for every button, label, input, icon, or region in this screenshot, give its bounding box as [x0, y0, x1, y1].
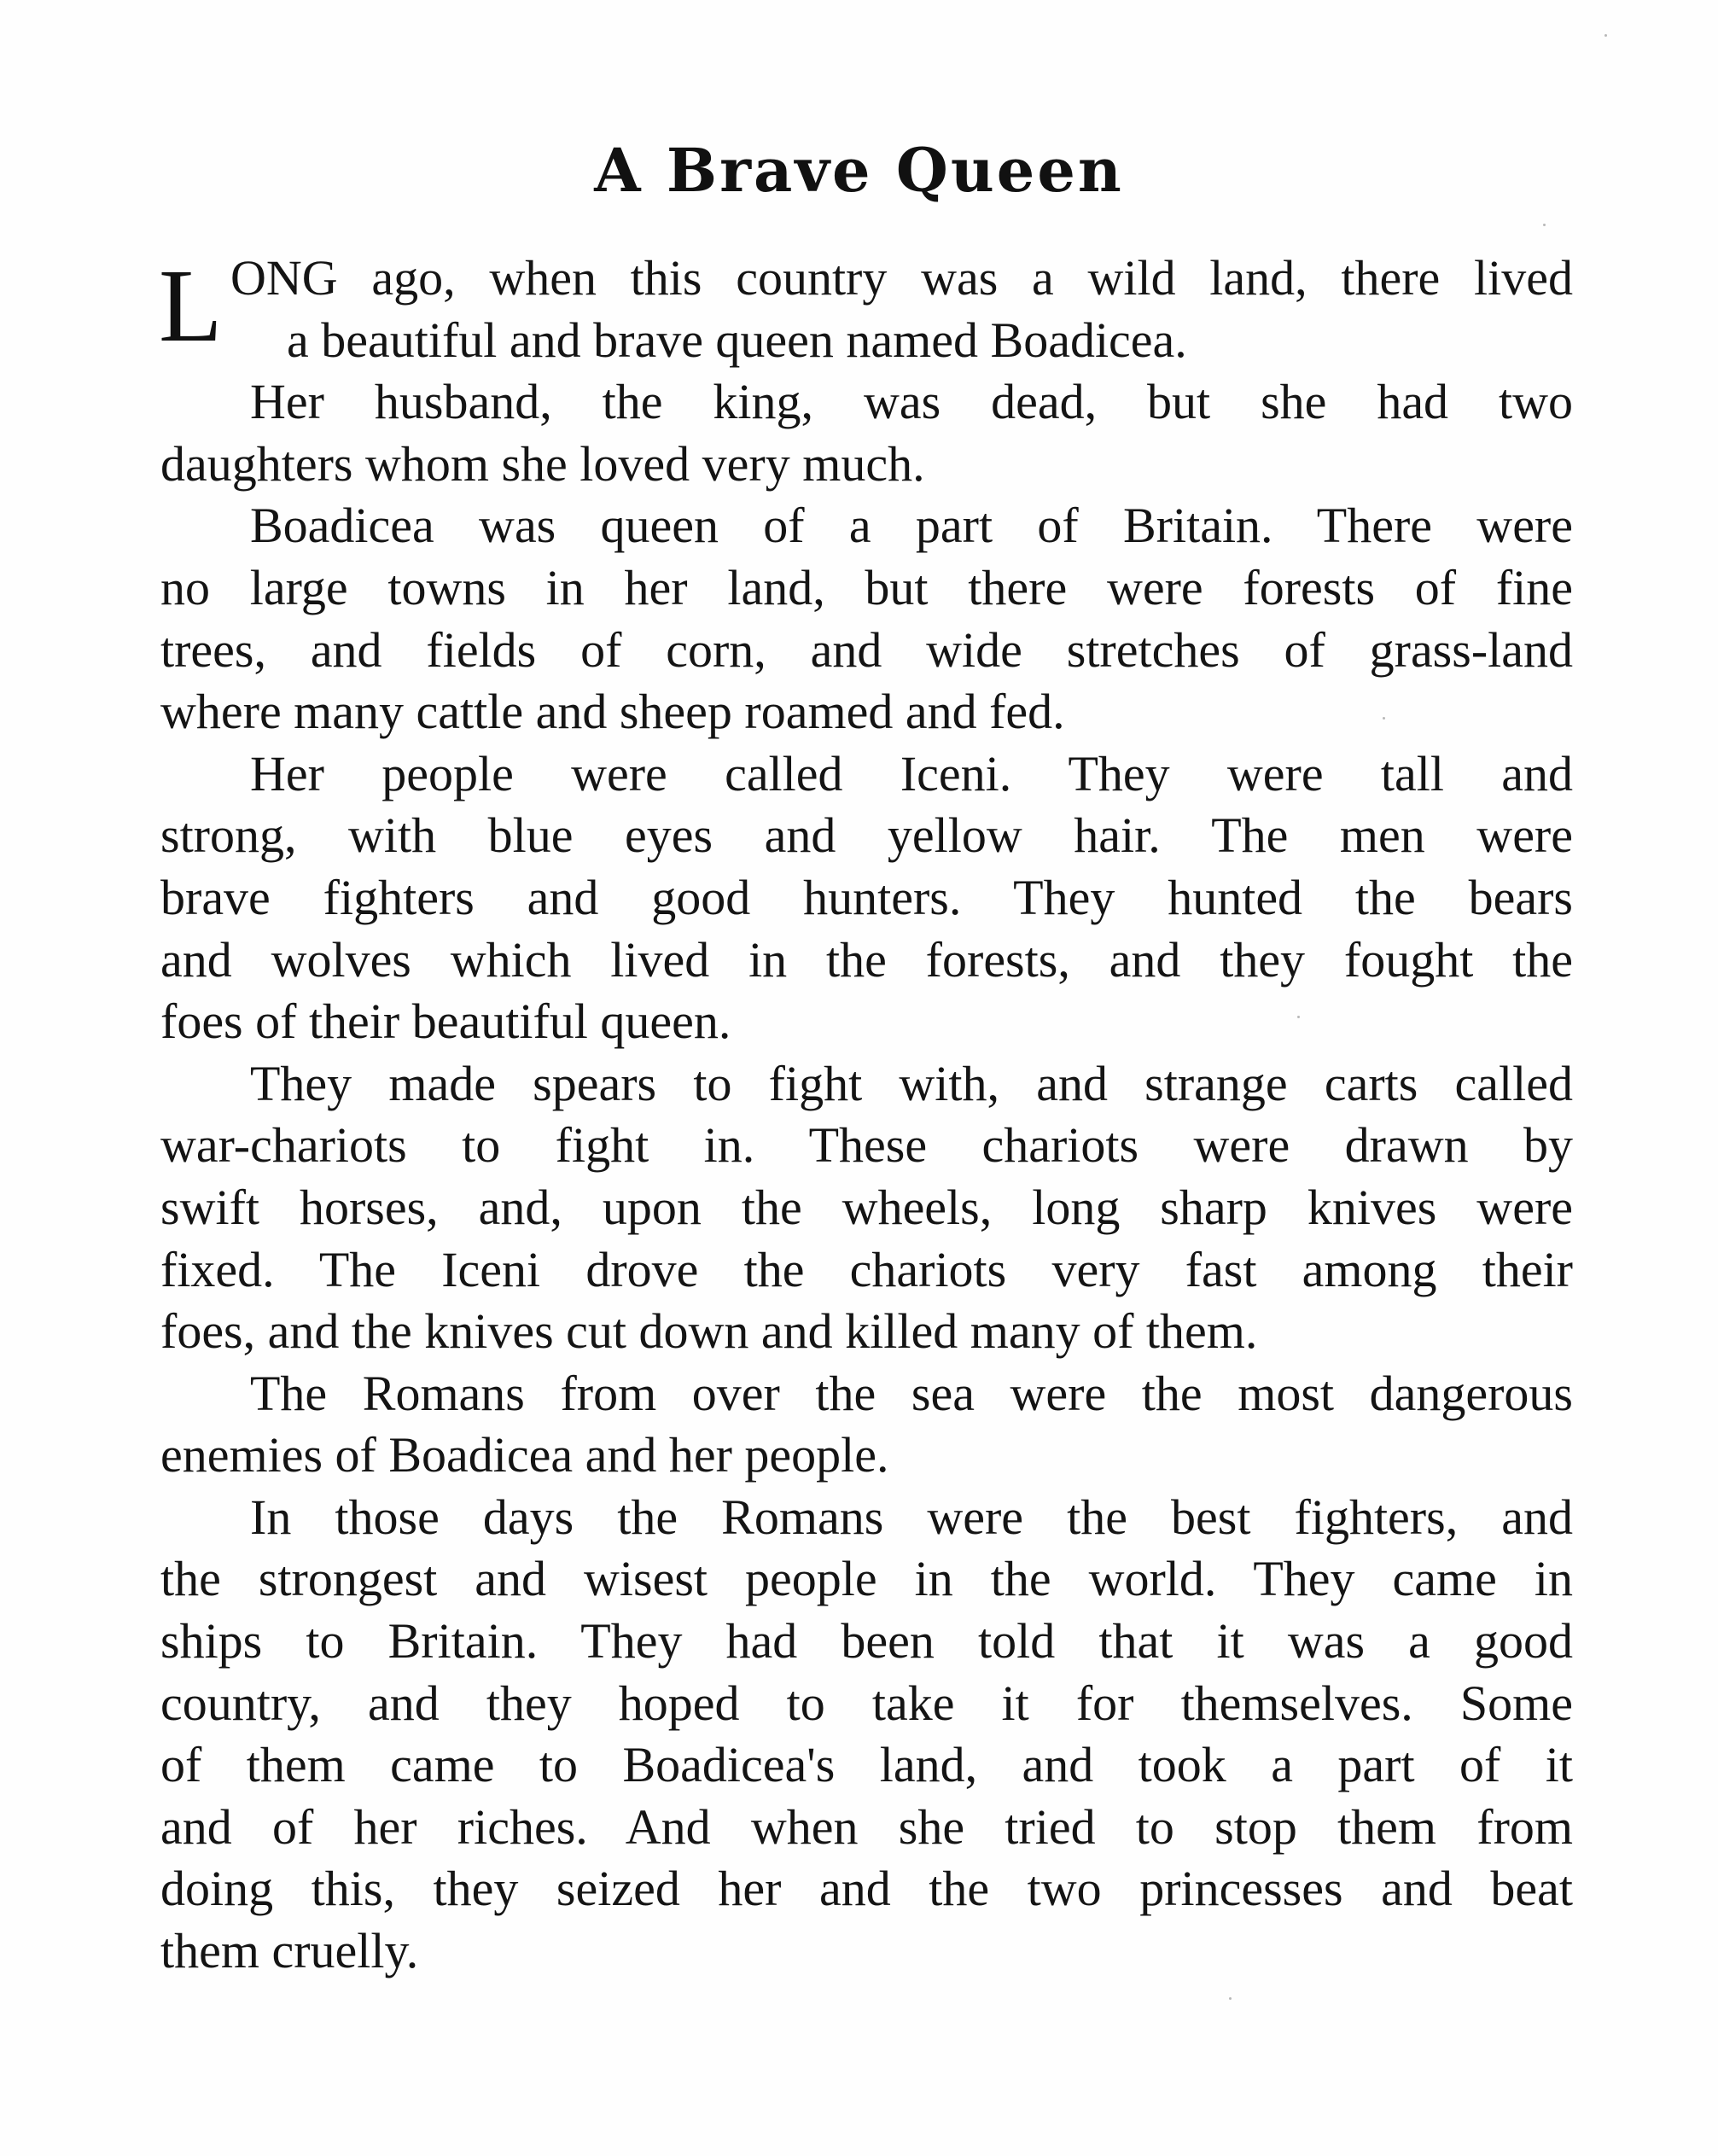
text-line: where many cattle and sheep roamed and fed.: [160, 684, 1065, 740]
text-line: of them came to Boadicea's land, and took a part of it: [160, 1737, 1573, 1793]
text-line: In those days the Romans were the best fighters, and: [250, 1489, 1573, 1545]
text-line: brave fighters and good hunters. They hunted the bears: [160, 869, 1573, 925]
text-line: and wolves which lived in the forests, and they fought the: [160, 931, 1573, 988]
page-title: A Brave Queen: [594, 135, 1124, 206]
paper-speck: [1297, 1016, 1300, 1018]
text-line: fixed. The Iceni drove the chariots very fast among their: [160, 1241, 1573, 1297]
text-line: the strongest and wisest people in the world. They came in: [160, 1551, 1573, 1607]
text-line: them cruelly.: [160, 1923, 419, 1979]
text-line: strong, with blue eyes and yellow hair. The men were: [160, 807, 1573, 864]
text-line: daughters whom she loved very much.: [160, 435, 925, 492]
text-line: doing this, they seized her and the two princesses and beat: [160, 1861, 1573, 1917]
text-line: Her husband, the king, was dead, but she had two: [250, 374, 1573, 430]
text-line: foes of their beautiful queen.: [160, 994, 731, 1050]
text-line: Boadicea was queen of a part of Britain. There were: [250, 498, 1573, 554]
paper-speck: [1383, 717, 1385, 720]
paper-speck: [1543, 224, 1546, 226]
story-text: [160, 248, 1573, 1983]
story-lines: [160, 248, 1573, 1983]
text-line: a beautiful and brave queen named Boadicea.: [287, 312, 1187, 368]
text-line: and of her riches. And when she tried to stop them from: [160, 1798, 1573, 1855]
text-line: Her people were called Iceni. They were tall and: [250, 745, 1573, 801]
text-line: enemies of Boadicea and her people.: [160, 1427, 889, 1483]
text-line: ships to Britain. They had been told that it was a good: [160, 1613, 1573, 1669]
paper-speck: [1229, 1997, 1232, 2000]
text-line: foes, and the knives cut down and killed many of them.: [160, 1303, 1258, 1360]
text-line: no large towns in her land, but there were forests of fine: [160, 559, 1573, 615]
text-line: swift horses, and, upon the wheels, long sharp knives were: [160, 1179, 1573, 1235]
text-line: country, and they hoped to take it for themselves. Some: [160, 1675, 1573, 1731]
text-line: ONG ago, when this country was a wild land, there lived: [230, 250, 1573, 306]
paper-speck: [1604, 34, 1607, 37]
text-line: They made spears to fight with, and strange carts called: [250, 1055, 1573, 1111]
text-line: trees, and fields of corn, and wide stretches of grass-land: [160, 621, 1573, 678]
drop-cap: L: [159, 248, 223, 364]
text-line: The Romans from over the sea were the most dangerous: [250, 1365, 1573, 1421]
text-line: war-chariots to fight in. These chariots were drawn by: [160, 1117, 1573, 1174]
